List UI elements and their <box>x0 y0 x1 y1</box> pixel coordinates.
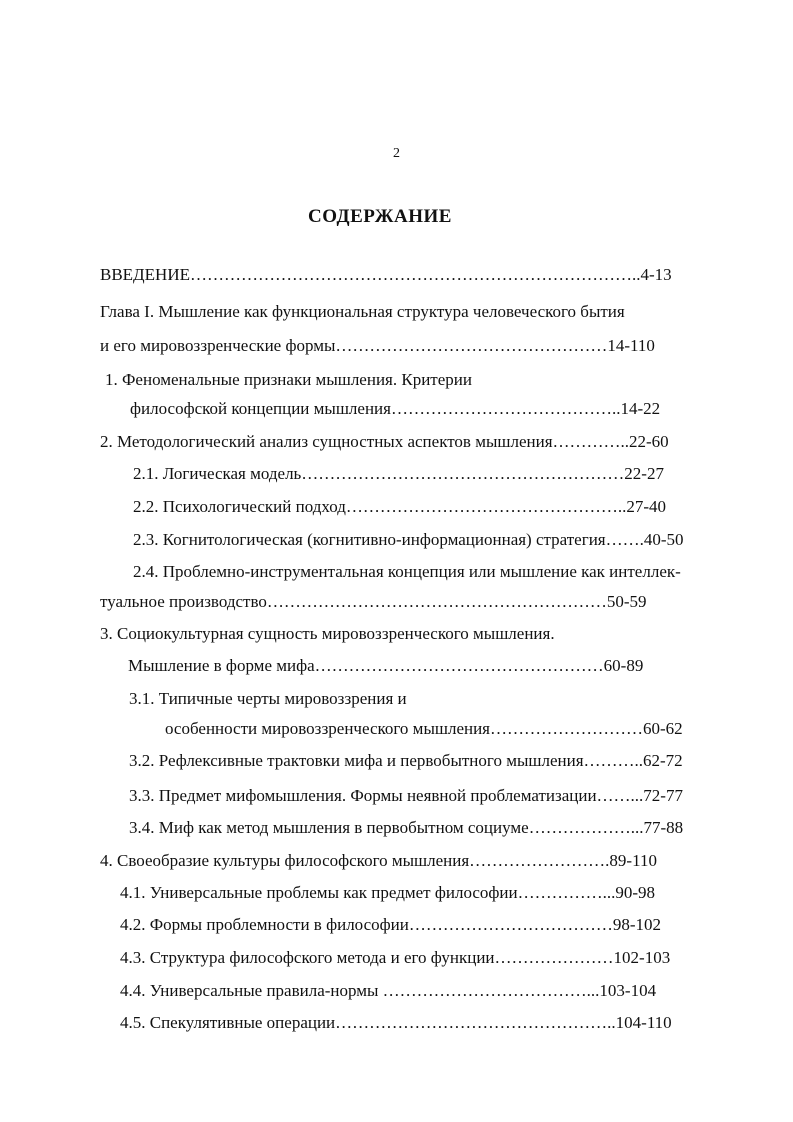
toc-line-3-2: 3.2. Рефлексивные трактовки мифа и первобытного мышления………..62-72 <box>129 751 683 770</box>
toc-line-2-2: 2.2. Психологический подход…………………………………………..27-40 <box>133 497 667 516</box>
toc-line-introduction: ВВЕДЕНИЕ……………………………………………………………………..4-13 <box>100 265 672 284</box>
toc-line-3-4: 3.4. Миф как метод мышления в первобытном социуме………………...77-88 <box>129 818 684 837</box>
toc-line-1-b: философской концепции мышления…………………………………..14-22 <box>130 399 661 418</box>
toc-line-4-4: 4.4. Универсальные правила-нормы ………………………………...103-104 <box>120 981 657 1000</box>
page-number: 2 <box>393 146 400 161</box>
toc-line-3-b: Мышление в форме мифа……………………………………………60-89 <box>128 656 644 675</box>
toc-line-2-4-b: туальное производство……………………………………………………50-59 <box>100 592 647 611</box>
toc-line-2: 2. Методологический анализ сущностных аспектов мышления…………..22-60 <box>100 432 669 451</box>
toc-line-4-3: 4.3. Структура философского метода и его функции…………………102-103 <box>120 948 671 967</box>
toc-line-2-3: 2.3. Когнитологическая (когнитивно-информационная) стратегия…….40-50 <box>133 530 684 549</box>
toc-line-chapter-1-b: и его мировоззренческие формы…………………………………………14-110 <box>100 336 655 355</box>
page-title: СОДЕРЖАНИЕ <box>308 206 452 227</box>
toc-line-2-4-a: 2.4. Проблемно-инструментальная концепция или мышление как интеллек- <box>133 562 681 581</box>
toc-line-4-2: 4.2. Формы проблемности в философии………………………………98-102 <box>120 915 662 934</box>
toc-line-chapter-1-a: Глава I. Мышление как функциональная структура человеческого бытия <box>100 302 625 321</box>
toc-line-3-3: 3.3. Предмет мифомышления. Формы неявной проблематизации……...72-77 <box>129 786 683 805</box>
toc-line-4-5: 4.5. Спекулятивные операции…………………………………………..104-110 <box>120 1013 672 1032</box>
toc-line-4: 4. Своеобразие культуры философского мышления…………………….89-110 <box>100 851 657 870</box>
toc-line-3-1-a: 3.1. Типичные черты мировоззрения и <box>129 689 407 708</box>
toc-line-3-a: 3. Социокультурная сущность мировоззренческого мышления. <box>100 624 555 643</box>
toc-line-3-1-b: особенности мировоззренческого мышления………………………60-62 <box>165 719 683 738</box>
toc-line-4-1: 4.1. Универсальные проблемы как предмет философии……………...90-98 <box>120 883 656 902</box>
toc-line-1-a: 1. Феноменальные признаки мышления. Критерии <box>105 370 472 389</box>
toc-line-2-1: 2.1. Логическая модель…………………………………………………22-27 <box>133 464 664 483</box>
